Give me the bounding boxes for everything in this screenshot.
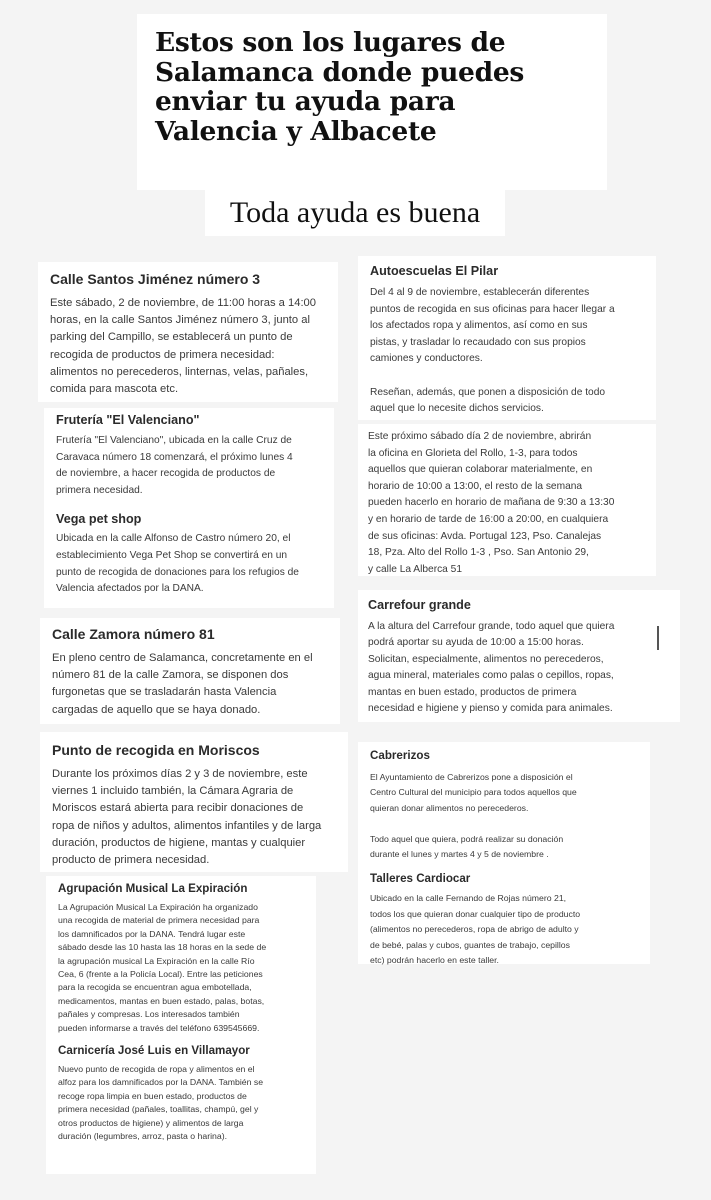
section-body: La Agrupación Musical La Expiración ha organizado una recogida de material de primera necesidad para los damnificados por la DANA. Tendrá lugar este sábado desde las 10 hasta las 18 horas en la sede de la agrupación musical La Expiración en la calle Río Cea, 6 (frente a la Policía Local). Entre las peticiones para la recogida se encuentran agua embotellada, medicamentos, mantas en buen estado, palas, botas, pañales y compresas. Los interesados también pueden informarse a través del teléfono 639545669.	[58, 902, 267, 1033]
page-title	[155, 28, 589, 146]
title-line: Estos son los lugares de	[155, 27, 506, 58]
section-title: Agrupación Musical La Expiración	[58, 882, 248, 895]
scroll-marker	[657, 626, 659, 650]
section-autoescuelas	[358, 256, 656, 420]
section-title: Carrefour grande	[368, 598, 471, 612]
section-fruteria	[44, 408, 334, 608]
section-title: Calle Santos Jiménez número 3	[50, 271, 261, 287]
section-title: Cabrerizos	[370, 749, 430, 762]
section-cabrerizos	[358, 742, 650, 964]
section-title: Frutería "El Valenciano"	[56, 413, 200, 427]
section-body: Ubicada en la calle Alfonso de Castro número 20, el establecimiento Vega Pet Shop se convertirá en un punto de recogida de donaciones para los refugios de Valencia afectados por la DANA.	[56, 533, 299, 595]
section-expiracion	[46, 876, 316, 1174]
section-body: Este sábado, 2 de noviembre, de 11:00 horas a 14:00 horas, en la calle Santos Jiménez número 3, junto al parking del Campillo, se establecerá un punto de recogida de productos de primera necesidad: alimentos no perecederos, linternas, velas, pañales, comida para mascota etc.	[50, 297, 316, 396]
title-line: Valencia y Albacete	[155, 115, 437, 147]
section-body: Nuevo punto de recogida de ropa y alimentos en el alfoz para los damnificados por la DANA. También se recoge ropa limpia en buen estado, productos de primera necesidad (pañales, toallitas, champú, gel y otros productos de higiene) y alimentos de larga duración (legumbres, arroz, pasta o harina).	[58, 1064, 264, 1142]
section-moriscos	[40, 732, 348, 872]
title-line: Salamanca donde puedes	[155, 56, 525, 88]
section-santos-jimenez	[38, 262, 338, 402]
section-autoescuelas-oficinas	[358, 424, 656, 576]
title-panel	[137, 14, 607, 190]
section-title: Carnicería José Luis en Villamayor	[58, 1044, 250, 1058]
section-body: Ubicado en la calle Fernando de Rojas número 21, todos los que quieran donar cualquier tipo de producto (alimentos no perecederos, ropa de abrigo de adulto y de bebé, palas y cubos, guantes de trabajo, cepillos etc) podrán hacerlo en este taller.	[370, 893, 581, 966]
section-title: Punto de recogida en Moriscos	[52, 742, 260, 758]
section-body: Durante los próximos días 2 y 3 de noviembre, este viernes 1 incluido también, la Cámara Agraria de Moriscos estará abierta para recibir donaciones de ropa de niños y adultos, alimentos infantiles y de larga duración, productos de higiene, mantas y cualquier producto de primera necesidad.	[52, 768, 322, 867]
section-body: Del 4 al 9 de noviembre, establecerán diferentes puntos de recogida en sus oficinas para hacer llegar a los afectados ropa y alimentos, así como en sus pistas, y trasladar lo recaudado con sus propios camiones y conductores. Reseñan, además, que ponen a disposición de todo aquel que lo necesite dichos servicios.	[370, 287, 615, 415]
section-body: Frutería "El Valenciano", ubicada en la calle Cruz de Caravaca número 18 comenzará, el próximo lunes 4 de noviembre, a hacer recogida de productos de primera necesidad.	[56, 435, 293, 496]
subtitle-panel	[205, 190, 505, 236]
section-title: Vega pet shop	[56, 512, 142, 527]
section-title: Autoescuelas El Pilar	[370, 264, 499, 278]
section-body: Este próximo sábado día 2 de noviembre, abrirán la oficina en Glorieta del Rollo, 1-3, para todos aquellos que quieran colaborar materialmente, en horario de 10:00 a 13:00, el resto de la semana pueden hacerlo en horario de mañana de 9:30 a 13:30 y en horario de tarde de 16:00 a 20:00, en cualquiera de sus oficinas: Avda. Portugal 123, Pso. Canalejas 18, Pza. Alto del Rollo 1-3 , Pso. San Antonio 29, y calle La Alberca 51	[368, 431, 615, 575]
section-body: En pleno centro de Salamanca, concretamente en el número 81 de la calle Zamora, se disponen dos furgonetas que se trasladarán hasta Valencia cargadas de aquello que se haya donado.	[52, 652, 313, 716]
section-body: A la altura del Carrefour grande, todo aquel que quiera podrá aportar su ayuda de 10:00 a 15:00 horas. Solicitan, especialmente, alimentos no perecederos, agua mineral, materiales como palas o cepillos, ropas, mantas en buen estado, productos de primera necesidad e higiene y pienso y comida para animales.	[368, 621, 615, 715]
page-subtitle: Toda ayuda es buena	[229, 196, 481, 229]
section-title: Talleres Cardiocar	[370, 872, 471, 886]
section-calle-zamora	[40, 618, 340, 724]
section-body: El Ayuntamiento de Cabrerizos pone a disposición el Centro Cultural del municipio para todos aquellos que quieran donar alimentos no perecederos. Todo aquel que quiera, podrá realizar su donación durante el lunes y martes 4 y 5 de noviembre .	[370, 772, 577, 860]
section-carrefour	[358, 590, 680, 722]
section-title: Calle Zamora número 81	[52, 626, 215, 642]
title-line: enviar tu ayuda para	[155, 86, 456, 117]
